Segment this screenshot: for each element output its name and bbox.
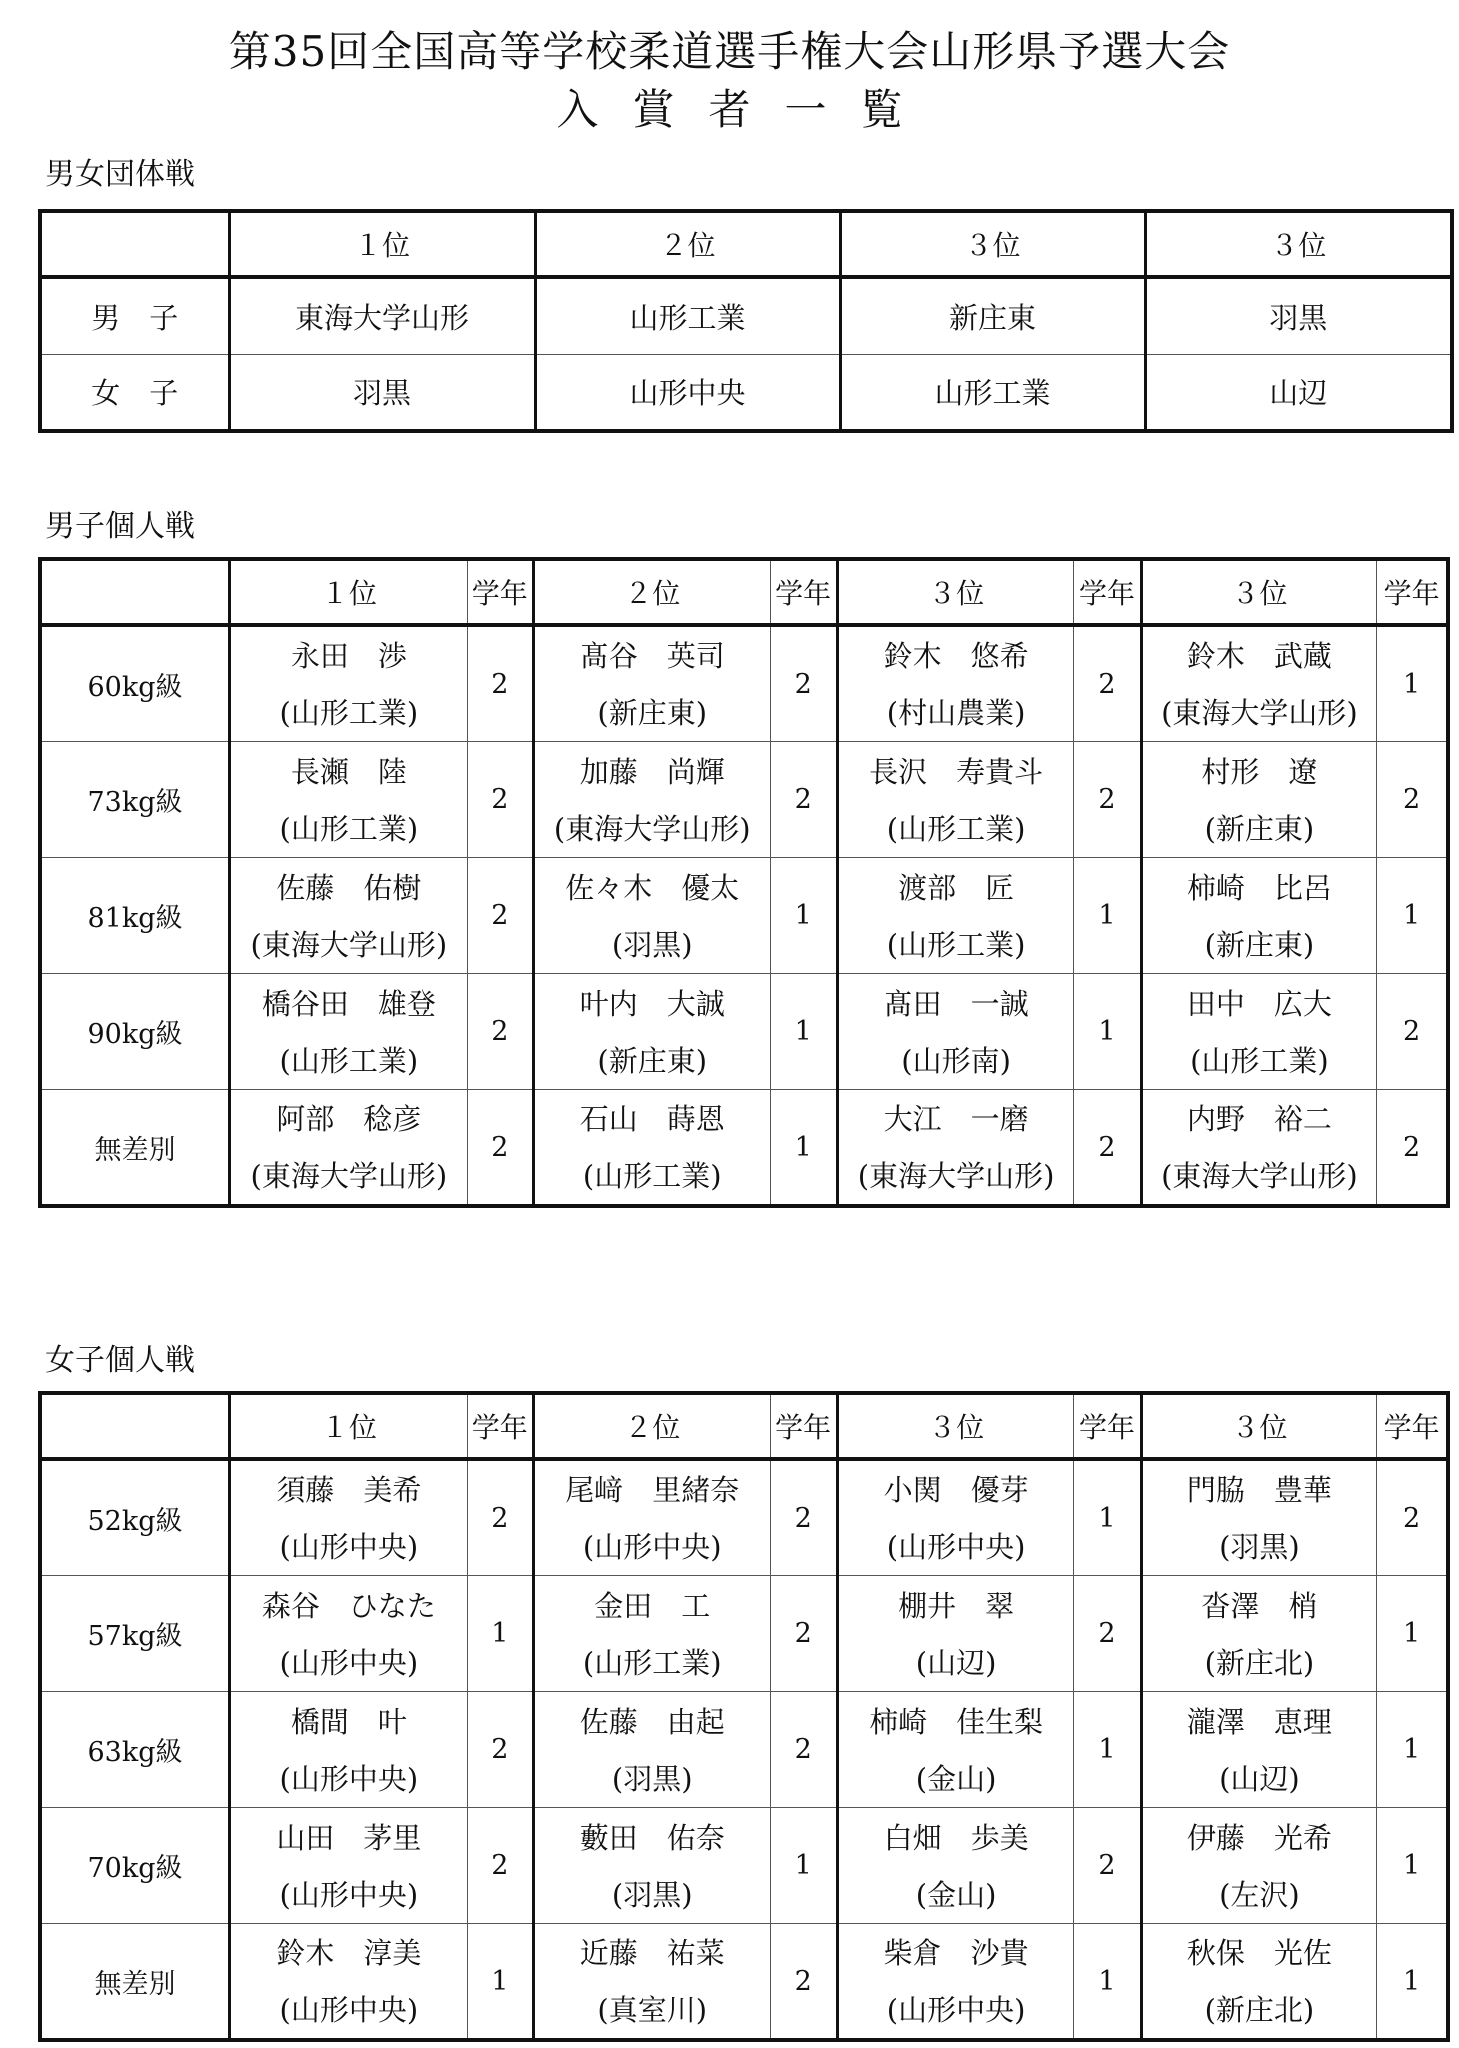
- weight-class: 57kg級: [40, 1576, 230, 1692]
- grade-cell: 2: [770, 1924, 837, 2041]
- athlete-name: 柿崎 佳生梨: [869, 1704, 1044, 1739]
- winner-cell: [837, 1459, 1074, 1576]
- grade-cell: 1: [770, 974, 837, 1090]
- grade-cell: 1: [1377, 625, 1448, 742]
- grade-cell: 2: [1074, 1808, 1141, 1924]
- grade-header: 学年: [1377, 559, 1448, 625]
- winner-cell: [230, 858, 468, 974]
- grade-cell: 2: [1377, 974, 1448, 1090]
- school-name: (山形中央): [279, 1993, 419, 2027]
- table-row: [40, 1090, 1448, 1207]
- athlete-name: 鈴木 淳美: [276, 1936, 422, 1970]
- winner-cell: [230, 1808, 468, 1924]
- athlete-name: 髙田 一誠: [883, 986, 1029, 1021]
- school-name: (金山): [915, 1877, 997, 1912]
- athlete-name: 永田 渉: [290, 639, 407, 673]
- place-cell: 山辺: [1145, 354, 1452, 431]
- school-name: (山形工業): [886, 927, 1026, 962]
- school-name: (東海大学山形): [250, 1159, 448, 1193]
- winner-cell: [1141, 1459, 1377, 1576]
- athlete-name: 渡部 匠: [898, 870, 1015, 905]
- grade-cell: 1: [1074, 1459, 1141, 1576]
- winner-cell: [837, 1692, 1074, 1808]
- school-name: (東海大学山形): [1161, 696, 1358, 730]
- table-row: [40, 1808, 1448, 1924]
- winner-cell: [1141, 625, 1377, 742]
- school-name: (東海大学山形): [1161, 1159, 1358, 1193]
- table-header-row: [40, 559, 1448, 625]
- place-cell: 羽黒: [1145, 277, 1452, 354]
- winner-cell: [230, 1090, 468, 1207]
- grade-cell: 1: [1377, 1576, 1448, 1692]
- table-row: [40, 1576, 1448, 1692]
- winner-cell: [1141, 858, 1377, 974]
- grade-cell: 1: [1377, 1692, 1448, 1808]
- weight-class: 60kg級: [40, 625, 230, 742]
- place-cell: 新庄東: [840, 277, 1145, 354]
- grade-cell: 2: [1074, 742, 1141, 858]
- winner-cell: [533, 1576, 770, 1692]
- athlete-name: 村形 遼: [1201, 754, 1318, 789]
- athlete-name: 白畑 歩美: [883, 1820, 1029, 1855]
- athlete-name: 内野 裕二: [1186, 1102, 1332, 1136]
- school-name: (山辺): [915, 1645, 997, 1680]
- place-header: ３位: [1141, 559, 1377, 625]
- athlete-name: 叶内 大誠: [579, 986, 725, 1021]
- school-name: (山形中央): [886, 1530, 1026, 1564]
- athlete-name: 橋谷田 雄登: [261, 986, 436, 1021]
- athlete-name: 橋間 叶: [290, 1704, 407, 1739]
- school-name: (山形工業): [279, 696, 419, 730]
- winner-cell: [533, 1808, 770, 1924]
- place-cell: 山形工業: [840, 354, 1145, 431]
- boys-section-label: 男子個人戦: [45, 509, 195, 544]
- place-header: ３位: [837, 559, 1074, 625]
- grade-cell: 2: [1377, 1459, 1448, 1576]
- athlete-name: 長瀬 陸: [290, 754, 407, 789]
- grade-cell: 1: [770, 858, 837, 974]
- winner-cell: [1141, 742, 1377, 858]
- grade-cell: 1: [1074, 974, 1141, 1090]
- place-cell: 東海大学山形: [229, 277, 535, 354]
- athlete-name: 石山 蒔恩: [579, 1102, 725, 1136]
- winner-cell: [533, 1692, 770, 1808]
- weight-class: 81kg級: [40, 858, 230, 974]
- school-name: (山形工業): [279, 811, 419, 846]
- grade-cell: 2: [1074, 625, 1141, 742]
- grade-cell: 1: [770, 1090, 837, 1207]
- header-cell: １位: [229, 211, 535, 277]
- school-name: (山形工業): [582, 1159, 722, 1193]
- winner-cell: [533, 974, 770, 1090]
- athlete-name: 加藤 尚輝: [579, 754, 725, 789]
- winner-cell: [837, 1090, 1074, 1207]
- grade-cell: 1: [1377, 1924, 1448, 2041]
- row-label: 女 子: [40, 354, 229, 431]
- school-name: (村山農業): [886, 696, 1026, 730]
- school-name: (羽黒): [611, 1877, 693, 1912]
- athlete-name: 鈴木 悠希: [883, 639, 1029, 673]
- grade-cell: 1: [1074, 858, 1141, 974]
- winner-cell: [837, 1808, 1074, 1924]
- winner-cell: [533, 742, 770, 858]
- school-name: (山形工業): [279, 1043, 419, 1078]
- winner-cell: [837, 1924, 1074, 2041]
- winner-cell: [533, 1924, 770, 2041]
- winner-cell: [533, 1459, 770, 1576]
- school-name: (山形中央): [279, 1645, 419, 1680]
- winner-cell: [837, 625, 1074, 742]
- athlete-name: 大江 一磨: [883, 1102, 1029, 1136]
- winner-cell: [230, 1459, 468, 1576]
- athlete-name: 阿部 稔彦: [276, 1102, 422, 1136]
- winner-cell: [1141, 1090, 1377, 1207]
- grade-cell: 2: [1074, 1576, 1141, 1692]
- header-cell: [40, 211, 229, 277]
- table-row: [40, 974, 1448, 1090]
- place-header: １位: [230, 559, 468, 625]
- weight-class: 無差別: [40, 1924, 230, 2041]
- winner-cell: [1141, 1808, 1377, 1924]
- school-name: (山形中央): [279, 1530, 419, 1564]
- table-row: [40, 1924, 1448, 2041]
- athlete-name: 藪田 佑奈: [579, 1820, 725, 1855]
- school-name: (新庄東): [1204, 927, 1315, 962]
- place-header: ２位: [533, 559, 770, 625]
- grade-cell: 2: [770, 625, 837, 742]
- winner-cell: [837, 974, 1074, 1090]
- team-section-label: 男女団体戦: [45, 157, 195, 192]
- athlete-name: 髙谷 英司: [579, 639, 725, 673]
- athlete-name: 尾﨑 里緒奈: [565, 1473, 740, 1507]
- grade-cell: 2: [467, 625, 533, 742]
- winner-cell: [1141, 1692, 1377, 1808]
- winner-cell: [533, 1090, 770, 1207]
- grade-cell: 2: [1074, 1090, 1141, 1207]
- school-name: (新庄北): [1204, 1993, 1315, 2027]
- school-name: (羽黒): [1219, 1530, 1300, 1564]
- school-name: (金山): [915, 1761, 997, 1796]
- school-name: (左沢): [1219, 1877, 1300, 1912]
- table-row: [40, 1692, 1448, 1808]
- grade-cell: 1: [1377, 1808, 1448, 1924]
- athlete-name: 近藤 祐菜: [579, 1936, 725, 1970]
- grade-header: 学年: [1074, 559, 1141, 625]
- weight-class: 90kg級: [40, 974, 230, 1090]
- corner-cell: [40, 1393, 230, 1459]
- place-cell: 山形工業: [535, 277, 840, 354]
- school-name: (真室川): [597, 1993, 708, 2027]
- athlete-name: 佐藤 由起: [579, 1704, 725, 1739]
- school-name: (山辺): [1219, 1761, 1300, 1796]
- athlete-name: 田中 広大: [1186, 986, 1332, 1021]
- girls-results-table: [38, 1391, 1450, 2042]
- place-header: １位: [230, 1393, 468, 1459]
- school-name: (山形工業): [886, 811, 1026, 846]
- school-name: (東海大学山形): [857, 1159, 1055, 1193]
- grade-header: 学年: [770, 1393, 837, 1459]
- table-row: [40, 277, 1452, 354]
- grade-cell: 1: [467, 1924, 533, 2041]
- athlete-name: 瀧澤 恵理: [1186, 1704, 1332, 1739]
- winner-cell: [837, 742, 1074, 858]
- place-cell: 山形中央: [535, 354, 840, 431]
- table-row: [40, 1459, 1448, 1576]
- school-name: (新庄東): [597, 1043, 708, 1078]
- grade-cell: 1: [1074, 1924, 1141, 2041]
- grade-header: 学年: [1074, 1393, 1141, 1459]
- weight-class: 無差別: [40, 1090, 230, 1207]
- grade-cell: 2: [770, 1692, 837, 1808]
- athlete-name: 伊藤 光希: [1186, 1820, 1332, 1855]
- grade-cell: 1: [770, 1808, 837, 1924]
- school-name: (山形中央): [886, 1993, 1026, 2027]
- header-cell: ２位: [535, 211, 840, 277]
- document-subtitle: 入賞者一覧: [556, 85, 937, 134]
- athlete-name: 秋保 光佐: [1186, 1936, 1332, 1970]
- weight-class: 63kg級: [40, 1692, 230, 1808]
- school-name: (新庄東): [1204, 811, 1315, 846]
- corner-cell: [40, 559, 230, 625]
- grade-cell: 1: [1074, 1692, 1141, 1808]
- grade-cell: 2: [467, 1808, 533, 1924]
- school-name: (羽黒): [611, 927, 693, 962]
- grade-cell: 2: [1377, 742, 1448, 858]
- athlete-name: 佐々木 優太: [565, 870, 740, 905]
- athlete-name: 鈴木 武蔵: [1186, 639, 1332, 673]
- athlete-name: 棚井 翠: [898, 1588, 1015, 1623]
- place-header: ３位: [837, 1393, 1074, 1459]
- winner-cell: [837, 858, 1074, 974]
- school-name: (山形中央): [279, 1877, 419, 1912]
- winner-cell: [1141, 1924, 1377, 2041]
- athlete-name: 門脇 豊華: [1186, 1473, 1332, 1507]
- athlete-name: 森谷 ひなた: [261, 1588, 436, 1623]
- athlete-name: 沓澤 梢: [1201, 1588, 1318, 1623]
- grade-cell: 2: [467, 858, 533, 974]
- school-name: (新庄北): [1204, 1645, 1315, 1680]
- grade-cell: 2: [1377, 1090, 1448, 1207]
- grade-cell: 2: [467, 1090, 533, 1207]
- grade-header: 学年: [467, 1393, 533, 1459]
- grade-cell: 2: [770, 1576, 837, 1692]
- athlete-name: 須藤 美希: [276, 1473, 422, 1507]
- school-name: (山形工業): [1190, 1043, 1329, 1078]
- grade-header: 学年: [1377, 1393, 1448, 1459]
- winner-cell: [533, 625, 770, 742]
- grade-cell: 2: [770, 742, 837, 858]
- winner-cell: [230, 974, 468, 1090]
- grade-cell: 2: [467, 1692, 533, 1808]
- winner-cell: [230, 1692, 468, 1808]
- athlete-name: 山田 茅里: [276, 1820, 422, 1855]
- winner-cell: [1141, 1576, 1377, 1692]
- table-header-row: [40, 1393, 1448, 1459]
- grade-header: 学年: [467, 559, 533, 625]
- winner-cell: [837, 1576, 1074, 1692]
- school-name: (山形中央): [582, 1530, 722, 1564]
- table-row: [40, 742, 1448, 858]
- header-cell: ３位: [840, 211, 1145, 277]
- team-results-table: [38, 209, 1454, 433]
- place-header: ２位: [533, 1393, 770, 1459]
- school-name: (羽黒): [611, 1761, 693, 1796]
- school-name: (東海大学山形): [553, 811, 751, 846]
- table-row: [40, 625, 1448, 742]
- winner-cell: [230, 1924, 468, 2041]
- school-name: (山形南): [901, 1043, 1011, 1078]
- athlete-name: 柴倉 沙貴: [883, 1936, 1029, 1970]
- winner-cell: [533, 858, 770, 974]
- school-name: (山形工業): [582, 1645, 722, 1680]
- table-row: [40, 354, 1452, 431]
- winner-cell: [230, 625, 468, 742]
- header-cell: ３位: [1145, 211, 1452, 277]
- grade-cell: 2: [467, 974, 533, 1090]
- athlete-name: 金田 工: [594, 1588, 711, 1623]
- grade-cell: 2: [467, 742, 533, 858]
- row-label: 男 子: [40, 277, 229, 354]
- athlete-name: 長沢 寿貴斗: [869, 754, 1044, 789]
- table-row: [40, 858, 1448, 974]
- winner-cell: [1141, 974, 1377, 1090]
- weight-class: 70kg級: [40, 1808, 230, 1924]
- weight-class: 73kg級: [40, 742, 230, 858]
- document-title: 第35回全国高等学校柔道選手権大会山形県予選大会: [228, 27, 1231, 76]
- place-cell: 羽黒: [229, 354, 535, 431]
- table-header-row: [40, 211, 1452, 277]
- grade-header: 学年: [770, 559, 837, 625]
- school-name: (新庄東): [597, 696, 708, 730]
- boys-results-table: [38, 557, 1450, 1208]
- school-name: (東海大学山形): [250, 927, 448, 962]
- athlete-name: 佐藤 佑樹: [276, 870, 422, 905]
- athlete-name: 小関 優芽: [883, 1473, 1029, 1507]
- grade-cell: 2: [770, 1459, 837, 1576]
- winner-cell: [230, 1576, 468, 1692]
- grade-cell: 1: [467, 1576, 533, 1692]
- athlete-name: 柿崎 比呂: [1186, 870, 1332, 905]
- place-header: ３位: [1141, 1393, 1377, 1459]
- grade-cell: 1: [1377, 858, 1448, 974]
- winner-cell: [230, 742, 468, 858]
- school-name: (山形中央): [279, 1761, 419, 1796]
- grade-cell: 2: [467, 1459, 533, 1576]
- weight-class: 52kg級: [40, 1459, 230, 1576]
- girls-section-label: 女子個人戦: [45, 1343, 195, 1378]
